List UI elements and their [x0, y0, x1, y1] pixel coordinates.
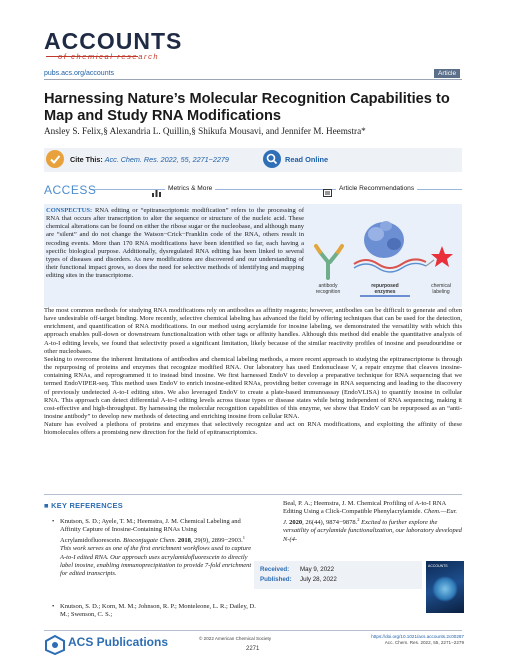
article-type-badge: Article [434, 69, 460, 78]
body-paragraph: The most common methods for studying RNA modifications rely on antibodies as affinity reagents; however, antibodies can be difficult to generate and often have undesirable off-target binding. More recently, selective chemical labeling has advanced the field by offering techniques that can be used for the detection, enrichment, and quantification of RNA modifications. In our method using acrylamide for inosine labeling, we demonstrated the versatility with which this approach enables pull-down or downstream functionalization with other tags or affinity handles. Although this method did enable the quantitative analysis of A-to-I editing levels, we found that selectivity posed a significant limitation, likely because of the similar reactivity profiles of inosine and pseudouridine or other nucleobases. [44, 307, 462, 355]
bullet-icon: • [52, 603, 55, 610]
article-recommendations-link[interactable]: Article Recommendations [336, 185, 417, 192]
cite-label: Cite This: [70, 155, 103, 164]
key-reference-item: • Knutson, S. D.; Ayele, T. M.; Heemstra, J. M. Chemical Labeling and Affinity Capture of Inosine-Containing RNAs Using Acrylamidofluorescein. Bioconjugate Chem. 2018, 29(9), 2899−2903.$^1$ This work serves as one of the first enrichment workflows used to capture A-to-I edited RNA. Our approach uses acrylamidofluorescein to directly label inosine, enabling immunoprecipitation to provide 7-fold enrichment for edited transcripts. [52, 518, 252, 577]
key-reference-item: • Knutson, S. D.; Korn, M. M.; Johnson, R. P.; Monteleone, L. R.; Dailey, D. M.; Swenson, C. S.; [52, 603, 256, 619]
bullet-icon: • [52, 518, 55, 525]
conspectus-continued [44, 307, 462, 438]
cite-reference-link[interactable]: Acc. Chem. Res. 2022, 55, 2271−2279 [104, 155, 229, 164]
toc-label-chemical: chemical labeling [431, 283, 451, 295]
read-online-link[interactable]: Read Online [285, 155, 329, 164]
body-paragraph: Nature has evolved a plethora of proteins and enzymes that selectively recognize and act on RNA modifications, and exploiting the affinity of these biomolecules offers a promising new direction for the field of epitranscriptomics. [44, 421, 462, 437]
conspectus-heading: CONSPECTUS: [46, 207, 93, 214]
page-number: 2271 [246, 646, 260, 652]
received-date: Received: May 9, 2022 [260, 566, 335, 573]
toc-label-enzymes: repurposed enzymes [360, 284, 410, 297]
antibody-icon [316, 246, 342, 278]
chemical-label-icon [431, 246, 453, 267]
body-paragraph: Seeking to overcome the inherent limitations of antibodies and chemical labeling methods, a more recent approach to studying the epitranscriptome is through the repurposing of proteins and enzymes that recognize modified RNA. Our laboratory has used Endonuclease V, a repair enzyme that cleaves inosine-containing RNAs, and reprogrammed it to instead bind inosine. We first harnessed EndoV to develop a preparative technique for RNA sequencing that we termed EndoVIPER-seq. This method uses EndoV to enrich inosine-edited RNAs, providing better coverage in RNA sequencing and leading to the discovery of previously undetected A-to-I editing sites. We also leveraged EndoV to create a plate-based immunoassay (EndoVLISA) to quantify inosine in cellular RNA. This approach can detect differential A-to-I editing levels across tissue types or disease states while being independent of RNA sequencing, making it cost-effective and high-throughput. By harnessing the molecular recognition capabilities of this enzyme, we show that EndoV can be repurposed as an “anti-inosine antibody” to develop new methods of detecting and enriching inosine from cellular RNA. [44, 355, 462, 421]
metrics-more-link[interactable]: Metrics & More [165, 185, 215, 192]
recommendations-icon [323, 184, 332, 192]
key-references-heading: ■ KEY REFERENCES [44, 501, 123, 510]
square-bullet-icon: ■ [44, 501, 52, 510]
article-title: Harnessing Nature’s Molecular Recognition Capabilities to Map and Study RNA Modifications [44, 91, 450, 124]
read-online-icon[interactable] [263, 150, 281, 168]
journal-logo: ACCOUNTS [44, 28, 183, 54]
acs-logo-icon [44, 635, 66, 655]
toc-label-antibody: antibody recognition [315, 283, 341, 295]
copyright: © 2022 American Chemical Society [199, 636, 272, 641]
enzyme-icon [364, 221, 404, 258]
doi-block [368, 634, 464, 646]
publisher-name: ACS Publications [68, 635, 169, 649]
conspectus-body: RNA editing or “epitranscriptomic modification” refers to the processing of RNA that occurs after transcription to alter the sequence or structure of the nucleic acid. These chemical alterations can be found on either the ribose sugar or the nucleobase, and although many are “silent” and do not change the Watson−Crick−Franklin code of the RNA, others result in recoding events. More than 170 RNA modifications have been identified so far, each having a specific biological purpose. Additionally, dysregulated RNA editing has been linked to several types of diseases and disorders. As new modifications are discovered and our understanding of their functional impact grows, so does the need for selective methods of identifying and mapping editing sites in the transcriptome. [46, 207, 304, 280]
journal-logo-subtitle: of chemical research [58, 52, 160, 61]
journal-url-link[interactable]: pubs.acs.org/accounts [44, 70, 115, 77]
author-list: Ansley S. Felix,§ Alexandria L. Quillin,§ Shikufa Mousavi, and Jennifer M. Heemstra* [44, 126, 366, 136]
header-divider [44, 79, 462, 80]
published-date: Published: July 28, 2022 [260, 576, 337, 583]
journal-citation: Acc. Chem. Res. 2022, 55, 2271−2279 [384, 640, 464, 646]
cover-art [432, 576, 458, 602]
doi-link[interactable]: https://doi.org/10.1021/acs.accounts.2c00287 [371, 634, 464, 639]
cite-icon[interactable] [46, 150, 64, 168]
bar-chart-icon [152, 184, 161, 192]
access-label: ACCESS [44, 183, 97, 197]
cover-title: ACCOUNTS [428, 564, 448, 568]
cite-this[interactable] [70, 155, 229, 164]
toc-graphic [306, 212, 460, 300]
key-reference-continued: Beal, P. A.; Heemstra, J. M. Chemical Profiling of A-to-I RNA Editing Using a Click-Compatible Phenylacrylamide. Chem.—Eur. J. 2020, 26(44), 9874−9878.$^2$ Excited to further explore the versatility of acrylamide functionalization, our laboratory developed N-(4- [283, 500, 462, 543]
key-references-divider [44, 494, 462, 495]
footer-divider [44, 630, 462, 631]
conspectus-text [46, 207, 304, 280]
